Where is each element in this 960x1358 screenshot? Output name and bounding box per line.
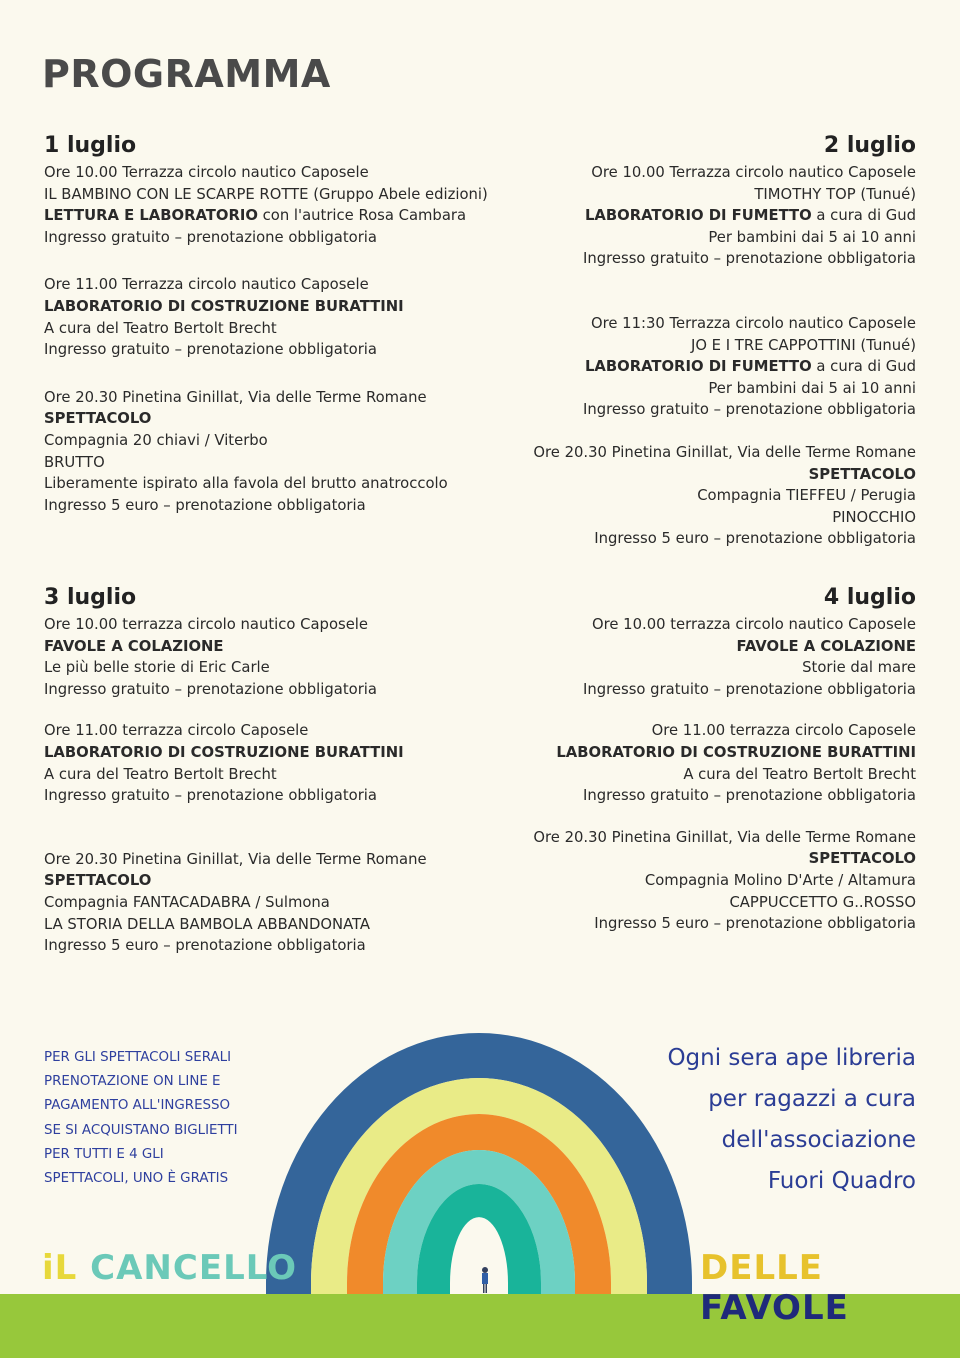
- event-line-text: Ingresso gratuito – prenotazione obbligatoria: [44, 341, 377, 359]
- libreria-line: per ragazzi a cura: [708, 1086, 916, 1112]
- day-title: 4 luglio: [823, 585, 916, 610]
- event-line-text: Le più belle storie di Eric Carle: [44, 659, 270, 677]
- event-line-text: Ore 11.00 terrazza circolo Caposele: [44, 722, 309, 740]
- brand-word-favole: FAVOLE: [700, 1288, 849, 1328]
- event-line-bold: LABORATORIO DI FUMETTO: [584, 358, 812, 376]
- event-line-bold: FAVOLE A COLAZIONE: [44, 637, 224, 655]
- note-line: PER GLI SPETTACOLI SERALI: [44, 1050, 232, 1065]
- event-line-bold: SPETTACOLO: [44, 410, 152, 428]
- event-line-bold: LABORATORIO DI COSTRUZIONE BURATTINI: [556, 743, 916, 761]
- note-line: PAGAMENTO ALL'INGRESSO: [44, 1098, 231, 1114]
- event-line-text: Ore 20.30 Pinetina Ginillat, Via delle Terme Romane: [533, 443, 916, 461]
- event-line-bold: LABORATORIO DI COSTRUZIONE BURATTINI: [44, 743, 404, 761]
- note-line: SE SI ACQUISTANO BIGLIETTI: [44, 1122, 238, 1138]
- event-line-text: Ore 20.30 Pinetina Ginillat, Via delle Terme Romane: [533, 828, 916, 846]
- event-line-text: a cura di Gud: [811, 207, 916, 225]
- event-line-text: LA STORIA DELLA BAMBOLA ABBANDONATA: [44, 915, 371, 933]
- brand-delle-favole: [700, 1248, 960, 1328]
- event-line-text: Storie dal mare: [802, 659, 916, 677]
- event-line-text: Compagnia Molino D'Arte / Altamura: [644, 871, 916, 889]
- event-line-text: a cura di Gud: [811, 358, 916, 376]
- event-line-text: CAPPUCCETTO G..ROSSO: [729, 893, 916, 911]
- libreria-line: Ogni sera ape libreria: [667, 1045, 916, 1071]
- event-line-text: Liberamente ispirato alla favola del brutto anatroccolo: [44, 475, 448, 493]
- event-line-text: Ingresso gratuito – prenotazione obbligatoria: [583, 680, 916, 698]
- ape-libreria-note: [667, 1038, 916, 1202]
- event-line-text: Ore 10.00 terrazza circolo nautico Caposele: [44, 616, 369, 633]
- event-line-text: Ingresso 5 euro – prenotazione obbligatoria: [44, 937, 366, 955]
- event-line-text: JO E I TRE CAPPOTTINI (Tunué): [690, 336, 916, 354]
- brand-word-delle: DELLE: [700, 1248, 824, 1288]
- event-line-text: A cura del Teatro Bertolt Brecht: [44, 319, 277, 337]
- note-line: PER TUTTI E 4 GLI: [44, 1146, 164, 1162]
- day-title: 2 luglio: [823, 133, 916, 158]
- event-line-text: Compagnia 20 chiavi / Viterbo: [44, 431, 268, 449]
- event-line-text: TIMOTHY TOP (Tunué): [754, 185, 916, 203]
- event-line-text: Ore 20.30 Pinetina Ginillat, Via delle Terme Romane: [44, 388, 427, 406]
- event-line-text: Compagnia TIEFFEU / Perugia: [697, 487, 916, 505]
- brand-word-cancello: CANCELLO: [77, 1248, 298, 1288]
- event-line-text: Ingresso gratuito – prenotazione obbligatoria: [583, 787, 916, 805]
- libreria-line: dell'associazione: [721, 1127, 916, 1153]
- day-title: 1 luglio: [44, 133, 137, 158]
- event-line-text: A cura del Teatro Bertolt Brecht: [44, 765, 277, 783]
- event-line-bold: LABORATORIO DI COSTRUZIONE BURATTINI: [44, 297, 404, 315]
- note-line: SPETTACOLI, UNO È GRATIS: [44, 1171, 229, 1187]
- page-title: PROGRAMMA: [42, 52, 331, 96]
- evening-shows-note: [44, 1046, 284, 1191]
- event-line-text: Ore 11.00 terrazza circolo Caposele: [651, 722, 916, 740]
- event-line-text: Per bambini dai 5 ai 10 anni: [708, 379, 916, 397]
- libreria-line: Fuori Quadro: [767, 1168, 916, 1194]
- event-line-text: Ingresso gratuito – prenotazione obbligatoria: [583, 401, 916, 419]
- event-line-text: Compagnia FANTACADABRA / Sulmona: [44, 893, 330, 911]
- event-line-text: BRUTTO: [44, 453, 105, 471]
- event-line-text: IL BAMBINO CON LE SCARPE ROTTE (Gruppo Abele edizioni): [44, 185, 488, 203]
- event-line-text: Ore 10.00 Terrazza circolo nautico Caposele: [591, 164, 916, 181]
- event-line-text: Ingresso gratuito – prenotazione obbligatoria: [44, 228, 377, 246]
- event-line-text: Ore 10.00 terrazza circolo nautico Caposele: [591, 616, 916, 633]
- brand-word-il: iL: [42, 1248, 78, 1288]
- child-figure-icon: [482, 1267, 488, 1293]
- event-line-text: Ingresso gratuito – prenotazione obbligatoria: [44, 787, 377, 805]
- event-line-bold: FAVOLE A COLAZIONE: [736, 637, 916, 655]
- event-line-text: A cura del Teatro Bertolt Brecht: [683, 765, 916, 783]
- event-line-text: PINOCCHIO: [832, 508, 916, 526]
- event-line-text: Ore 10.00 Terrazza circolo nautico Caposele: [44, 164, 369, 181]
- event-line-bold: SPETTACOLO: [808, 465, 916, 483]
- event-line-bold: SPETTACOLO: [44, 872, 152, 890]
- event-line-bold: SPETTACOLO: [808, 850, 916, 868]
- event-line-bold: LABORATORIO DI FUMETTO: [584, 207, 812, 225]
- note-line: PRENOTAZIONE ON LINE E: [44, 1074, 221, 1090]
- event-line-text: Ingresso 5 euro – prenotazione obbligatoria: [594, 915, 916, 933]
- day-title: 3 luglio: [44, 585, 137, 610]
- brand-il-cancello: [42, 1248, 297, 1288]
- event-line-text: con l'autrice Rosa Cambara: [257, 207, 467, 225]
- event-line-text: Ingresso 5 euro – prenotazione obbligatoria: [594, 530, 916, 548]
- event-line-bold: LETTURA E LABORATORIO: [44, 207, 258, 225]
- event-line-text: Ore 20.30 Pinetina Ginillat, Via delle Terme Romane: [44, 850, 427, 868]
- event-line-text: Per bambini dai 5 ai 10 anni: [708, 228, 916, 246]
- event-line-text: Ingresso 5 euro – prenotazione obbligatoria: [44, 496, 366, 514]
- event-line-text: Ingresso gratuito – prenotazione obbligatoria: [583, 250, 916, 268]
- event-line-text: Ingresso gratuito – prenotazione obbligatoria: [44, 680, 377, 698]
- event-line-text: Ore 11:30 Terrazza circolo nautico Caposele: [590, 314, 916, 332]
- event-line-text: Ore 11.00 Terrazza circolo nautico Caposele: [44, 276, 369, 294]
